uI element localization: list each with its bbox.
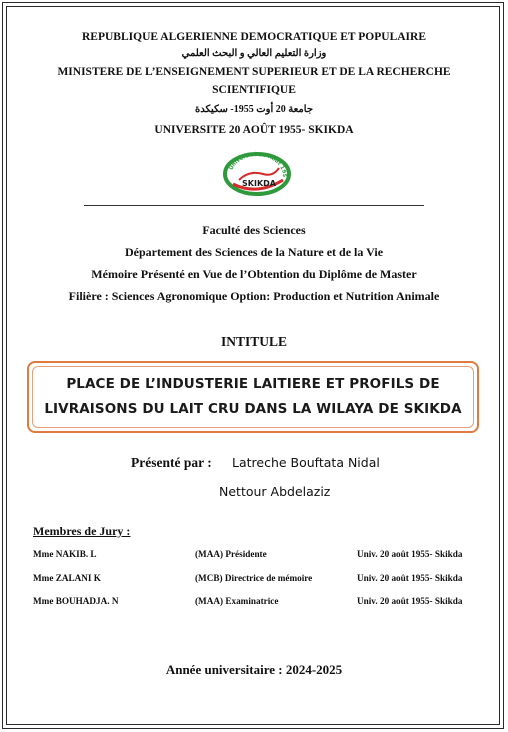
ministry-heading-line1: MINISTERE DE L’ENSEIGNEMENT SUPERIEUR ET DE LA RECHERCHE xyxy=(57,66,451,78)
faculty-name: Faculté des Sciences xyxy=(202,223,306,237)
thesis-title-line1: PLACE DE L’INDUSTERIE LAITIERE ET PROFILS DE xyxy=(66,376,440,392)
jury-member-name: Mme ZALANI K xyxy=(33,573,101,583)
jury-member-role: (MCB) Directrice de mémoire xyxy=(195,573,313,583)
author-1: Latreche Bouftata Nidal xyxy=(232,455,380,470)
memoire-line: Mémoire Présenté en Vue de l’Obtention du Diplôme de Master xyxy=(91,267,417,281)
jury-member-univ: Univ. 20 août 1955- Skikda xyxy=(357,596,463,606)
jury-member-role: (MAA) Présidente xyxy=(195,549,267,559)
ministry-arabic: وزارة التعليم العالي و البحث العلمي xyxy=(181,48,327,59)
logo-arc-text: Université 20 Août 195 xyxy=(228,151,288,178)
thesis-title xyxy=(36,372,469,422)
thesis-title-box xyxy=(27,361,479,433)
ministry-heading-line2: SCIENTIFIQUE xyxy=(212,84,296,96)
university-arabic: جامعة 20 أوت 1955- سكيكدة xyxy=(194,104,314,115)
department-name: Département des Sciences de la Nature et de la Vie xyxy=(124,245,384,259)
jury-member-name: Mme BOUHADJA. N xyxy=(33,596,119,606)
jury-member-univ: Univ. 20 août 1955- Skikda xyxy=(357,573,463,583)
academic-year: Année universitaire : 2024-2025 xyxy=(165,662,343,677)
logo-skikda-text: SKIKDA xyxy=(242,179,276,188)
presented-by-label: Présenté par : xyxy=(131,455,212,470)
intitule-label: INTITULE xyxy=(220,334,288,349)
jury-title: Membres de Jury : xyxy=(33,524,131,538)
university-logo xyxy=(219,150,295,200)
jury-member-univ: Univ. 20 août 1955- Skikda xyxy=(357,549,463,559)
jury-member-role: (MAA) Examinatrice xyxy=(195,596,279,606)
header-divider xyxy=(84,205,424,206)
filiere-line: Filière : Sciences Agronomique Option: Production et Nutrition Animale xyxy=(68,289,440,303)
thesis-title-line2: LIVRAISONS DU LAIT CRU DANS LA WILAYA DE SKIKDA xyxy=(44,401,462,417)
university-heading: UNIVERSITE 20 AOÛT 1955- SKIKDA xyxy=(154,124,354,136)
jury-member-name: Mme NAKIB. L xyxy=(33,549,97,559)
author-2: Nettour Abdelaziz xyxy=(219,484,331,499)
republic-heading: REPUBLIQUE ALGERIENNE DEMOCRATIQUE ET POPULAIRE xyxy=(82,31,426,43)
